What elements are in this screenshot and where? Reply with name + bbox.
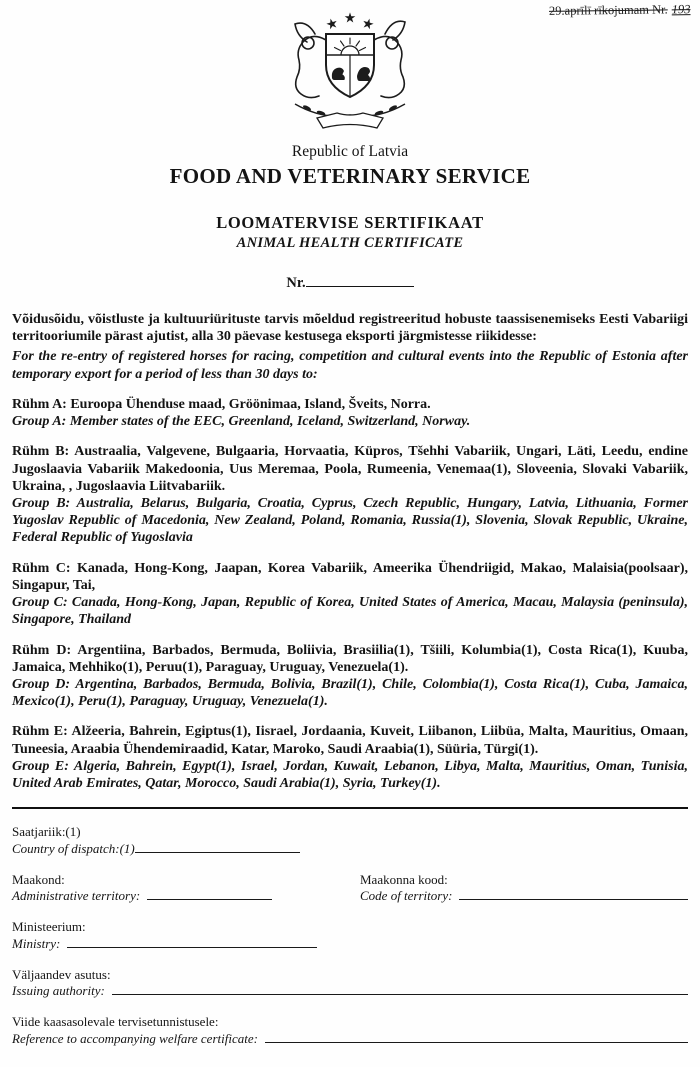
territory-label-et: Maakond: bbox=[12, 871, 65, 887]
field-welfare-reference bbox=[12, 1014, 688, 1047]
certificate-title-estonian: LOOMATERVISE SERTIFIKAAT bbox=[216, 213, 484, 232]
group-c-english: Group C: Canada, Hong-Kong, Japan, Republic of Korea, United States of America, Macau, Malaysia (peninsula), Singapore, Thailand bbox=[12, 595, 688, 628]
ministry-label-et: Ministeerium: bbox=[12, 919, 86, 935]
dispatch-label-en: Country of dispatch:(1) bbox=[12, 840, 135, 856]
dispatch-blank-line bbox=[135, 841, 300, 853]
number-label: Nr. bbox=[286, 275, 306, 291]
reference-label-en: Reference to accompanying welfare certificate: bbox=[12, 1030, 258, 1046]
group-c bbox=[12, 560, 688, 629]
country-name: Republic of Latvia bbox=[291, 143, 409, 160]
field-issuing-authority bbox=[12, 967, 688, 1000]
field-ministry bbox=[12, 919, 688, 952]
group-d-estonian: Rühm D: Argentiina, Barbados, Bermuda, Boliivia, Brasiilia(1), Tšiili, Kolumbia(1), Costa Rica(1), Kuuba, Jamaica, Mehhiko(1), Peruu(1), Paraguay, Uruguay, Venezuela(1). bbox=[12, 642, 688, 675]
authority-label-et: Väljaandev asutus: bbox=[12, 966, 111, 982]
form-section bbox=[12, 824, 688, 1047]
group-a-english: Group A: Member states of the EEC, Greenland, Iceland, Switzerland, Norway. bbox=[12, 414, 471, 430]
group-e-english: Group E: Algeria, Bahrein, Egypt(1), Israel, Jordan, Kuwait, Lebanon, Libya, Malta, Mauritius, Oman, Tunisia, United Arab Emirates, Qatar, Morocco, Saudi Arabia(1), Syria, Turkey(1). bbox=[12, 758, 688, 792]
group-b-english: Group B: Australia, Belarus, Bulgaria, Croatia, Cyprus, Czech Republic, Hungary, Latvia, Lithuania, Former Yugoslav Republic of Macedonia, New Zealand, Poland, Romania, Russia(1), Slovenia, Slovak Republic, Ukraine, Federal Republic of Yugoslavia bbox=[12, 495, 688, 546]
handwritten-annotation bbox=[548, 2, 690, 19]
section-divider bbox=[12, 807, 688, 809]
annotation-number: 193 bbox=[671, 2, 691, 17]
group-e bbox=[12, 723, 688, 792]
group-c-estonian: Rühm C: Kanada, Hong-Kong, Jaapan, Korea Vabariik, Ameerika Ühendriigid, Makao, Malaisia(poolsaar), Singapur, Tai, bbox=[12, 560, 688, 593]
authority-blank-line bbox=[112, 983, 688, 995]
territory-code-label-et: Maakonna kood: bbox=[360, 871, 448, 887]
intro-english: For the re-entry of registered horses for racing, competition and cultural events into the Republic of Estonia after temporary export for a period of less than 30 days to: bbox=[12, 349, 688, 382]
authority-label-en: Issuing authority: bbox=[12, 983, 105, 998]
group-e-estonian: Rühm E: Alžeeria, Bahrein, Egiptus(1), Iisrael, Jordaania, Kuveit, Liibanon, Liibüa, Malta, Mauritius, Omaan, Tuneesia, Araabia Ühendemiraadid, Katar, Maroko, Saudi Araabia(1), Süüria, Türgi(1). bbox=[12, 724, 688, 757]
field-administrative-territory bbox=[12, 872, 360, 905]
dispatch-label-et: Saatjariik:(1) bbox=[12, 824, 81, 840]
territory-blank-line bbox=[147, 888, 272, 900]
territory-code-label-en: Code of territory: bbox=[360, 888, 453, 903]
group-a-estonian: Rühm A: Euroopa Ühenduse maad, Gröönimaa, Island, Šveits, Norra. bbox=[12, 396, 431, 412]
group-b bbox=[12, 443, 688, 546]
territory-label-en: Administrative territory: bbox=[12, 888, 141, 903]
intro-estonian: Võidusõidu, võistluste ja kultuuriürituste tarvis mõeldud registreeritud hobuste taassisenemiseks Eesti Vabariigi territooriumile pärast ajutist, alla 30 päevase kestusega eksporti järgmistesse riikidesse: bbox=[12, 312, 688, 345]
group-d bbox=[12, 642, 688, 711]
ministry-label-en: Ministry: bbox=[12, 935, 61, 951]
group-a bbox=[12, 396, 688, 430]
certificate-number-row bbox=[12, 274, 688, 292]
reference-label-et: Viide kaasasolevale tervisetunnistusele: bbox=[12, 1014, 219, 1030]
annotation-text: 29.aprīlī rīkojumam Nr. bbox=[548, 2, 668, 18]
reference-blank-line bbox=[265, 1031, 688, 1043]
certificate-title-english: ANIMAL HEALTH CERTIFICATE bbox=[236, 235, 464, 251]
territory-code-blank-line bbox=[459, 888, 688, 900]
group-b-estonian: Rühm B: Austraalia, Valgevene, Bulgaaria, Horvaatia, Küpros, Tšehhi Vabariik, Ungari, Läti, Leedu, endine Jugoslaavia Vabariik Makedoonia, Uus Meremaa, Poola, Rumeenia, Venemaa(1), Sloveenia, Slovaki Vabariik, Ukraina, , Jugoslaavia Liitvabariik. bbox=[12, 444, 688, 494]
latvia-coat-of-arms-icon bbox=[12, 10, 688, 139]
number-blank-line bbox=[306, 274, 414, 287]
field-territory-row bbox=[12, 872, 688, 905]
service-title: FOOD AND VETERINARY SERVICE bbox=[169, 164, 531, 188]
group-d-english: Group D: Argentina, Barbados, Bermuda, Bolivia, Brazil(1), Chile, Colombia(1), Costa Rica(1), Cuba, Jamaica, Mexico(1), Peru(1), Paraguay, Uruguay, Venezuela(1). bbox=[12, 676, 688, 710]
ministry-blank-line bbox=[67, 936, 317, 948]
field-territory-code bbox=[360, 872, 688, 905]
field-country-of-dispatch bbox=[12, 824, 688, 857]
